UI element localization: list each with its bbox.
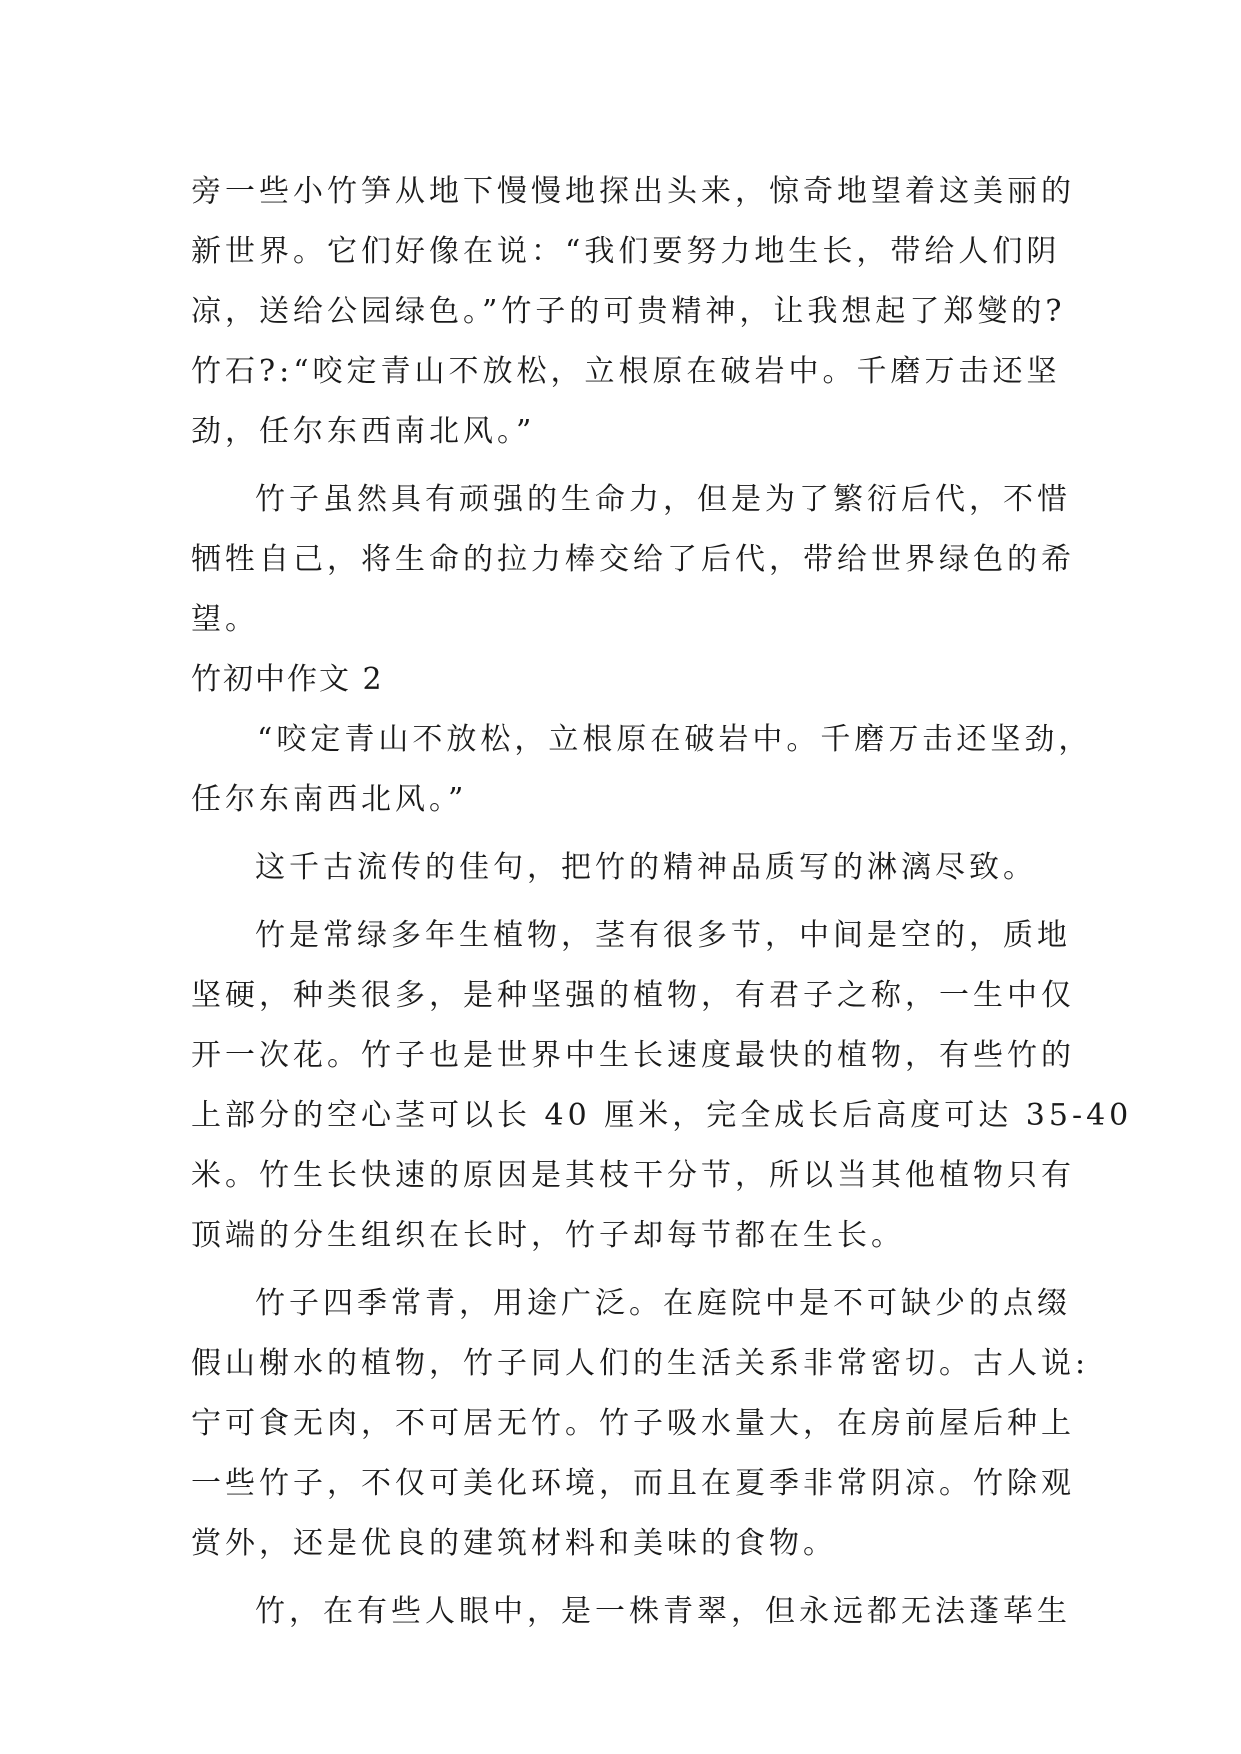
paragraph <box>191 838 1051 898</box>
text-line: 开一次花。竹子也是世界中生长速度最快的植物，有些竹的 <box>191 1038 1075 1073</box>
text-line: 竹是常绿多年生植物，茎有很多节，中间是空的，质地 <box>255 918 1071 953</box>
text-line: 劲，任尔东西南北风。” <box>191 414 536 449</box>
paragraph <box>191 1582 1071 1642</box>
section-title: 竹初中作文 2 <box>191 662 384 697</box>
paragraph <box>191 906 1133 1266</box>
paragraph <box>191 710 1093 830</box>
text-line: 这千古流传的佳句，把竹的精神品质写的淋漓尽致。 <box>255 850 1037 885</box>
text-line: 牺牲自己，将生命的拉力棒交给了后代，带给世界绿色的希 <box>191 542 1075 577</box>
text-line: 旁一些小竹笋从地下慢慢地探出头来，惊奇地望着这美丽的 <box>191 174 1075 209</box>
text-line: 任尔东南西北风。” <box>191 782 468 817</box>
text-line: 新世界。它们好像在说：“我们要努力地生长，带给人们阴 <box>191 234 1061 269</box>
document-body <box>191 162 1133 1642</box>
text-line: 竹石?:“咬定青山不放松，立根原在破岩中。千磨万击还坚 <box>191 354 1061 389</box>
text-line: 假山榭水的植物，竹子同人们的生活关系非常密切。古人说: <box>191 1346 1090 1381</box>
paragraph <box>191 162 1075 462</box>
text-line: 凉，送给公园绿色。”竹子的可贵精神，让我想起了郑燮的? <box>191 294 1066 329</box>
text-line: 米。竹生长快速的原因是其枝干分节，所以当其他植物只有 <box>191 1158 1075 1193</box>
text-line: 宁可食无肉，不可居无竹。竹子吸水量大，在房前屋后种上 <box>191 1406 1075 1441</box>
text-line: 赏外，还是优良的建筑材料和美味的食物。 <box>191 1526 837 1561</box>
paragraph <box>191 470 1075 650</box>
text-line: 竹子虽然具有顽强的生命力，但是为了繁衍后代，不惜 <box>255 482 1071 517</box>
text-line: 上部分的空心茎可以长 40 厘米，完全成长后高度可达 35-40 <box>191 1098 1133 1133</box>
text-line: 顶端的分生组织在长时，竹子却每节都在生长。 <box>191 1218 905 1253</box>
text-line: “咬定青山不放松，立根原在破岩中。千磨万击还坚劲， <box>257 722 1093 757</box>
text-line: 一些竹子，不仅可美化环境，而且在夏季非常阴凉。竹除观 <box>191 1466 1075 1501</box>
text-line: 坚硬，种类很多，是种坚强的植物，有君子之称，一生中仅 <box>191 978 1075 1013</box>
text-line: 竹子四季常青，用途广泛。在庭院中是不可缺少的点缀 <box>255 1286 1071 1321</box>
paragraph <box>191 1274 1090 1574</box>
text-line: 望。 <box>191 602 259 637</box>
text-line: 竹，在有些人眼中，是一株青翠，但永远都无法蓬荜生 <box>255 1594 1071 1629</box>
